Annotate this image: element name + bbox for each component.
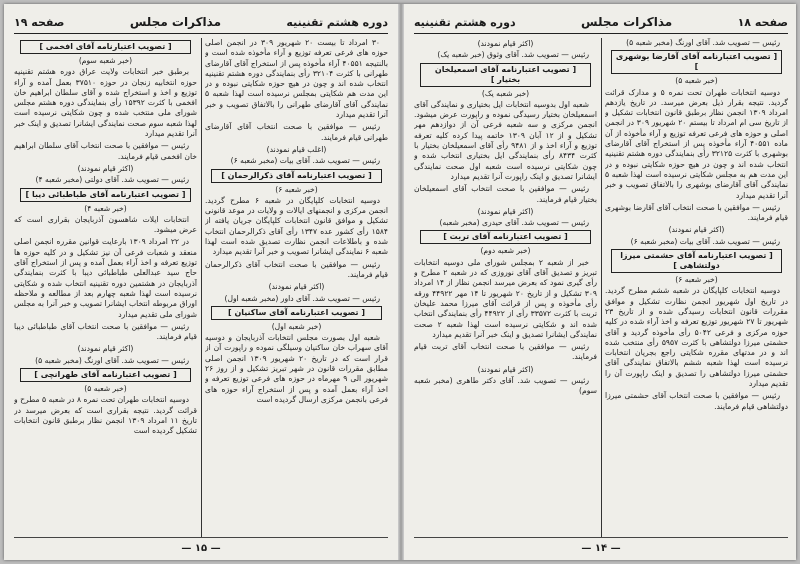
section-heading-box: [ تصویب اعتبارنامه آقای ذکرالرحمان ]: [211, 169, 382, 183]
header-volume: دوره هشتم تقنینیه: [414, 15, 516, 29]
procedural-note: (خبر شعبه ۴): [84, 203, 127, 213]
footer-rule: [14, 537, 388, 538]
procedural-note: (اکثر قیام نمودند): [477, 39, 534, 48]
text-paragraph: رئیس — موافقین با صحت انتخاب آقای آقارضا بوشهری قیام فرمایند.: [605, 202, 788, 223]
text-paragraph: در ۲۲ امرداد ۱۳۰۹ بارعایت قوانین مقرره انجمن اصلی منعقد و شعبات فرعی آن نیز تشکیل و در کلیه حوزه ها توزیع تعرفه و اخذ آراء بعمل آمده و پس از استخراج آقای حاج سید عبدالعلی طباطبائی دیبا با کثرت بنمایندگی آذربایجان در هشتمین دوره تقنینیه انتخاب شده و شکایتی نرسیده است لهذا شعبه چهارم بعد از مطالعه و ملاحظه اوراق مربوطه انتخاب ایشانرا تصویب و خبر آنرا به مجلس شورای ملی تقدیم میدارد: [14, 237, 197, 319]
text-paragraph: دوسیه انتخابات طهران تحت نمره ۵ و مدارک قرائت گردید. نتیجه بقرار ذیل بعرض میرسد. در تاریخ یازدهم امرداد ۱۳۰۹ انجمن نظار برطبق قانون انتخابات تشکیل و از تاریخ سی ام امرداد تا بیستم ۲۰ شهریور ۳۰۹ در انجمن اصلی و حوزه های فرعی تعرفه توزیع و آراء مأخوذه از آن ماده ۴۰۵۵۱ آراء مأخوذه پس از استخراج آقای آقارضای بوشهری با کثرت ۳۲۱۲۵ رأی بنمایندگی دوره هشتم تقنینیه انتخاب شده اند و چون در هیچ حوزه شکایتی نبوده و در این مدت هم به مجلس شکایتی نرسیده است لهذا شعبه ۵ نمایندگی آقای آقارضای بوشهری را بالاتفاق تصویب و خبر آنرا تقدیم میدارد: [605, 87, 788, 200]
header-page-number: صفحه ۱۸: [737, 15, 788, 29]
procedural-note: (خبر شعبه سوم): [78, 56, 133, 65]
procedural-note: (اکثر قیام نمودند): [268, 282, 325, 292]
text-paragraph: رئیس — تصویب شد. آقای دولتی (مخبر شعبه ۴): [35, 175, 189, 185]
section-heading-box: [ تصویب اعتبارنامه آقای طباطبائی دیبا ]: [20, 188, 191, 202]
header-rule: [414, 33, 788, 34]
procedural-note: (خبر شعبه اول): [271, 321, 322, 331]
page-footer-number: — ۱۵ —: [181, 543, 221, 554]
text-paragraph: رئیس — موافقین با صحت انتخاب آقای ذکرالرحمان قیام فرمایند.: [205, 259, 388, 279]
text-paragraph: رئیس — تصویب شد. آقای اورنگ (مخبر شعبه ۵): [35, 355, 189, 365]
text-paragraph: انتخابات ایلات شاهسون آذربایجان بقراری است که عرض میشود.: [14, 214, 197, 235]
header-title: مذاکرات مجلس: [129, 15, 222, 29]
text-paragraph: شعبه اول بصورت مجلس انتخابات آذربایجان و دوسیه آقای سهراب خان ساکنیان وسیلگی نموده و راپورت آن از قرار است که در تاریخ ۲۰ شهریور ۱۳۰۹ انجمن اصلی مطابق مقررات قانون در شهر تبریز تشکیل و از روز ۲۶ شهریور الی ۹ مهرماه در حوزه های فرعی توزیع تعرفه و اخذ آراء بعمل آمده و پس از استخراج آراء حوزه های فرعی بانجمن مرکزی ارسال گردیده است: [205, 333, 388, 404]
section-heading-box: [ تصویب اعتبارنامه آقای افخمی ]: [20, 40, 191, 54]
book-gutter: [398, 4, 404, 560]
header-rule: [14, 33, 388, 34]
section-heading-box: [ تصویب اعتبارنامه آقای آقارضا بوشهری ]: [611, 50, 782, 74]
procedural-note: (اغلب قیام نمودند): [266, 144, 327, 154]
text-paragraph: دوسیه انتخابات کلپایگان در شعبه ششم مطرح گردید. در تاریخ اول شهریور انجمن نظارت تشکیل و موافق مقررات قانون انتخابات رسیدگی شده و از تاریخ ۲۳ شهریور تا ۲۷ شهریور توزیع تعرفه و اخذ آراء شده در کلیه حوزه مرکزی و فرعی ۵۰۴۲ رأی مأخوذه گردید و آقای حشمتی میرزا دولتشاهی با کثرت ۵۹۵۷ رأی منتخب شده اند و در مدتهای مقرره شکایتی راجع بجریان انتخابات نرسیده است لهذا شعبه ششم بالاتفاق نمایندگی آقای حشمتی میرزا دولتشاهی را تصدیق و اینک راپورت آن را تقدیم میدارد: [605, 286, 788, 389]
text-paragraph: رئیس — تصویب شد. آقای وثوق (خبر شعبه یک): [437, 50, 589, 60]
text-paragraph: رئیس — تصویب شد. آقای بیات (مخبر شعبه ۶): [230, 156, 380, 166]
text-paragraph: دوسیه انتخابات کلپایگان در شعبه ۶ مطرح گردید. انجمن مرکزی و انجمنهای ایالات و ولایات در موعد قانونی تشکیل و موافق قانون انتخابات کلپایگان جریان یافته از ۱۵۸۴ رأی کشور عده ۱۳۴۷ رأی آقای ذکرالرحمان انتخاب شده و باطلاعات انجمن نظارت تصدیق شده است لهذا شعبه ۶ نمایندگی ایشانرا تصویب و خبر آنرا تقدیم میدارد: [205, 195, 388, 257]
section-heading-box: [ تصویب اعتبارنامه آقای تربت ]: [420, 230, 591, 244]
section-heading-box: [ تصویب اعتبارنامه آقای طهرانچی ]: [20, 368, 191, 382]
procedural-note: (خبر شعبه یک): [481, 88, 530, 98]
page-header: [414, 12, 788, 32]
column-left: [414, 38, 597, 538]
text-paragraph: رئیس — تصویب شد. آقای اورنگ (مخبر شعبه ۵): [626, 38, 780, 47]
text-paragraph: شعبه اول بدوسیه انتخابات ایل بختیاری و نمایندگی آقای اسمعیلخان بختیار رسیدگی نموده و راپورت عرض میشود. انجمن مرکزی و سه شعبه فرعی آن از دوازدهم مهر تشکیل و از ۱۲ آبان ۱۳۰۹ خاتمه پیدا کرده کلیه تعرفه توزیع و آراء اخذ و از ۹۴۸۱ رأی آقای اسمعیلخان بختیار با کثرت ۸۴۳۴ رأی بنمایندگی ایل بختیاری انتخاب شده و چون شکایتی نرسیده است شعبه اول صحت نمایندگی ایشانرا تصدیق و اینک راپورت آنرا تقدیم میدارد: [414, 99, 597, 181]
column-right: [605, 38, 788, 538]
section-heading-box: [ تصویب اعتبارنامه آقای ساکنیان ]: [211, 306, 382, 320]
procedural-note: (خبر شعبه ۶): [675, 275, 718, 285]
page-right: [406, 4, 796, 560]
text-paragraph: رئیس — موافقین با صحت انتخاب آقای آقارضای طهرانی قیام فرمایند.: [205, 122, 388, 142]
column-divider: [601, 38, 602, 538]
section-heading-box: [ تصویب اعتبارنامه آقای حشمتی میرزا دولتشاهی ]: [611, 249, 782, 273]
column-right: [205, 38, 388, 538]
text-paragraph: ۳۰ امرداد تا بیست ۲۰ شهریور ۳۰۹ در انجمن اصلی حوزه های فرعی تعرفه توزیع و آراء مأخوذه شده است و بالنتیجه ۴۰۵۵۱ آراء مأخوذه پس از استخراج آقای آقارضای طهرانی با کثرت ۳۲۱۰۴ رأی بنمایندگی دوره هشتم تقنینیه انتخاب شده اند و چون در هیچ حوزه شکایتی نبوده و در این مدت هم شکایتی بمجلس نرسیده است لهذا شعبه ۵ نمایندگی آقای آقارضای طهرانی را بالاتفاق تصویب و خبر آنرا تقدیم میدارد: [205, 38, 388, 120]
procedural-note: (خبر شعبه ۵): [675, 76, 718, 86]
procedural-note: (اکثر قیام نمودند): [477, 364, 534, 374]
footer-rule: [414, 537, 788, 538]
column-divider: [201, 38, 202, 538]
procedural-note: (اکثر قیام نمودند): [477, 206, 534, 216]
header-title: مذاکرات مجلس: [580, 15, 673, 29]
section-heading-box: [ تصویب اعتبارنامه آقای اسمعیلخان بختیار ]: [420, 63, 591, 87]
header-volume: دوره هشتم تقنینیه: [286, 15, 388, 29]
page-left: [6, 4, 396, 560]
text-paragraph: رئیس — تصویب شد. آقای دکتر طاهری (مخبر شعبه سوم): [414, 376, 597, 396]
document-spread: [4, 4, 796, 560]
procedural-note: (خبر شعبه ۵): [84, 384, 127, 394]
text-paragraph: رئیس — تصویب شد. آقای داور (مخبر شعبه اول): [224, 293, 380, 303]
text-paragraph: رئیس — تصویب شد. آقای بیات (مخبر شعبه ۶): [630, 236, 780, 246]
procedural-note: (اکثر قیام نمودند): [77, 163, 134, 173]
text-paragraph: رئیس — موافقین با صحت انتخاب آقای سلطان ابراهیم خان افخمی قیام فرمایند.: [14, 141, 197, 161]
text-paragraph: رئیس — موافقین با صحت انتخاب آقای تربت قیام فرمایند.: [414, 342, 597, 362]
procedural-note: (اکثر قیام نمودند): [77, 344, 134, 354]
page-footer-number: — ۱۴ —: [581, 543, 621, 554]
text-paragraph: خبر از شعبه ۲ بمجلس شورای ملی دوسیه انتخابات تبریز و تصدیق آقای آقای نوروزی که در شعبه ۲ مطرح و رأی گیری نمود که بعرض میرسد انجمن نظار از ۱۴ امرداد ۳۰۹ تشکیل و از تاریخ ۲۰ شهریور تا ۱۴ مهر ۴۴۹۲۲ ورقه رأی مأخوذه و پس از قرائت آقای میرزا محمد علیخان تربت با کثرت ۳۳۵۷۲ رأی از ۴۴۹۲۲ رأی بنمایندگی انتخاب شده اند و شکایتی نرسیده است لهذا شعبه ۲ صحت نمایندگی ایشانرا تصدیق و اینک خبر آنرا تقدیم میدارد: [414, 257, 597, 339]
text-paragraph: رئیس — موافقین با صحت انتخاب آقای حشمتی میرزا دولتشاهی قیام فرمایند.: [605, 391, 788, 411]
procedural-note: (اکثر قیام نمودند): [668, 225, 725, 235]
text-paragraph: رئیس — تصویب شد. آقای حیدری (مخبر شعبه): [439, 218, 589, 228]
text-paragraph: دوسیه انتخابات طهران تحت نمره ۸ در شعبه ۵ مطرح و قرائت گردید. نتیجه بقراری است که بعرض میرسد در تاریخ ۱۱ امرداد ۱۳۰۹ انجمن نظار برطبق قانون انتخابات تشکیل گردیده است: [14, 395, 197, 436]
text-paragraph: رئیس — موافقین با صحت انتخاب آقای طباطبائی دیبا قیام فرمایند.: [14, 321, 197, 342]
text-paragraph: رئیس — موافقین با صحت انتخاب آقای اسمعیلخان بختیار قیام فرمایند.: [414, 184, 597, 204]
procedural-note: (خبر شعبه ۶): [275, 184, 318, 194]
text-paragraph: برطبق خبر انتخابات ولایت عراق دوره هشتم تقنینیه حوزه انتخابیه زنجان در حوزه ۳۷۵۱۰ بعمل آمده و آراء توزیع و اخذ و استخراج شده و آقای سلطان ابراهیم خان افخمی با کثرت ۱۵۳۹۲ رأی بنمایندگی دوره هشتم مجلس شورای ملی منتخب شده و چون شکایتی نرسیده است لهذا شعبه سوم صحت نمایندگی ایشانرا تصدیق و اینک خبر آنرا تقدیم میدارد: [14, 67, 197, 139]
header-page-number: صفحه ۱۹: [14, 15, 65, 29]
column-left: [14, 38, 197, 538]
page-header: [14, 12, 388, 32]
procedural-note: (خبر شعبه دوم): [480, 246, 531, 256]
